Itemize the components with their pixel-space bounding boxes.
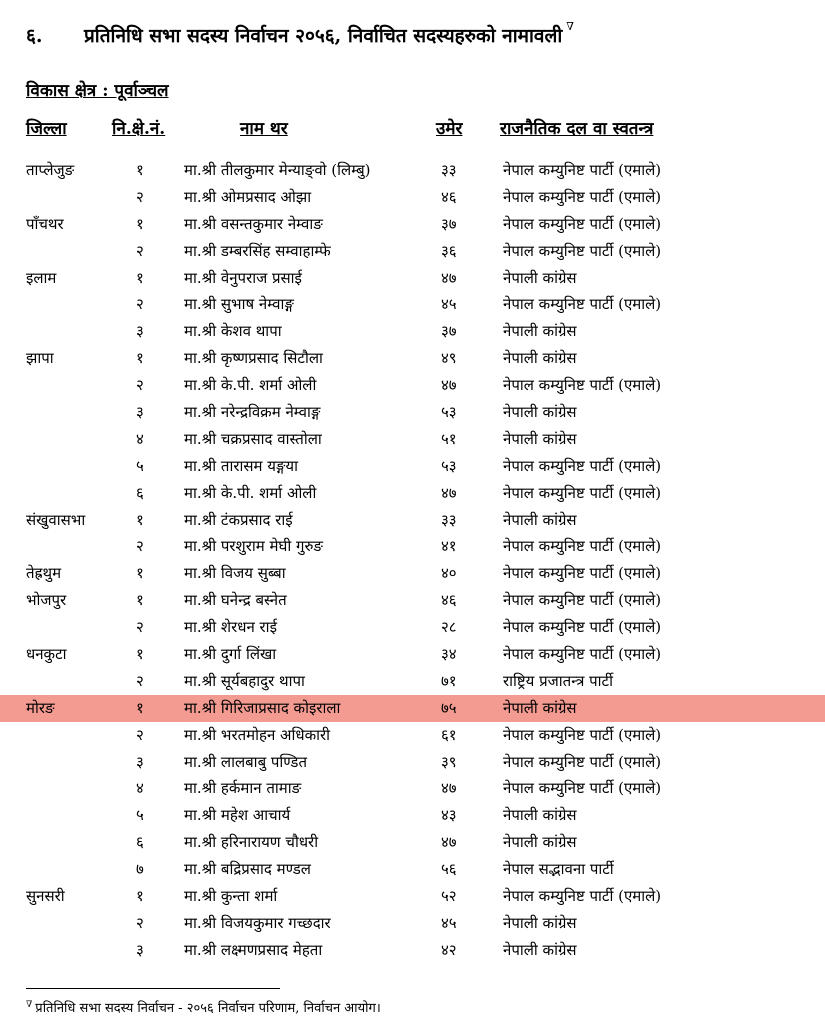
age-cell: ४५ [441, 913, 457, 932]
party-cell: नेपाल कम्युनिष्ट पार्टी (एमाले) [503, 161, 662, 179]
party-cell: नेपाल कम्युनिष्ट पार्टी (एमाले) [503, 645, 662, 664]
table-row [0, 453, 825, 480]
member-name-cell: मा.श्री लालबाबु पण्डित [184, 752, 308, 771]
party-cell: नेपाली कांग्रेस [503, 833, 577, 852]
constituency-cell: २ [136, 671, 144, 690]
table-row [0, 533, 825, 560]
district-cell: भोजपुर [26, 591, 67, 610]
table-row [0, 722, 825, 749]
party-cell: नेपाल कम्युनिष्ट पार्टी (एमाले) [503, 537, 662, 556]
member-name-cell: मा.श्री वसन्तकुमार नेम्वाङ [184, 214, 323, 233]
table-row [0, 157, 825, 184]
age-cell: ४१ [441, 537, 457, 556]
member-name-cell: मा.श्री के.पी. शर्मा ओली [184, 376, 317, 395]
constituency-cell: २ [136, 913, 144, 932]
constituency-cell: ६ [136, 483, 144, 502]
age-cell: ६१ [441, 725, 457, 744]
party-cell: नेपाली कांग्रेस [503, 268, 577, 287]
member-name-cell: मा.श्री हर्कमान तामाङ [184, 779, 302, 798]
constituency-cell: १ [136, 268, 144, 287]
table-row [0, 883, 825, 910]
members-table [0, 157, 825, 964]
party-cell: नेपाल कम्युनिष्ट पार्टी (एमाले) [503, 618, 662, 637]
member-name-cell: मा.श्री सुभाष नेम्वाङ्ग [184, 295, 294, 314]
column-header-name: नाम थर [240, 119, 288, 139]
document-title: प्रतिनिधि सभा सदस्य निर्वाचन २०५६, निर्वाचित सदस्यहरुको नामावली [84, 25, 563, 47]
age-cell: ३६ [441, 241, 457, 260]
member-name-cell: मा.श्री केशव थापा [184, 322, 282, 341]
age-cell: ७५ [441, 698, 457, 717]
age-cell: ४० [441, 564, 457, 583]
member-name-cell: मा.श्री के.पी. शर्मा ओली [184, 483, 317, 502]
footnote-divider [26, 988, 280, 989]
table-row [0, 587, 825, 614]
member-name-cell: मा.श्री भरतमोहन अधिकारी [184, 725, 331, 744]
age-cell: ३३ [441, 161, 457, 179]
constituency-cell: ५ [136, 806, 144, 825]
age-cell: ४७ [441, 779, 457, 798]
party-cell: नेपाल कम्युनिष्ट पार्टी (एमाले) [503, 591, 662, 610]
constituency-cell: ७ [136, 860, 144, 879]
constituency-cell: १ [136, 349, 144, 368]
age-cell: ४९ [441, 349, 457, 368]
age-cell: ३९ [441, 752, 457, 771]
age-cell: ३४ [441, 645, 457, 664]
column-header-party: राजनैतिक दल वा स्वतन्त्र [500, 119, 654, 139]
footnote-symbol: ∇ [26, 999, 33, 1010]
constituency-cell: १ [136, 564, 144, 583]
party-cell: नेपाली कांग्रेस [503, 322, 577, 341]
member-name-cell: मा.श्री परशुराम मेघी गुरुङ [184, 537, 323, 556]
party-cell: नेपाल कम्युनिष्ट पार्टी (एमाले) [503, 241, 662, 260]
party-cell: नेपाल कम्युनिष्ट पार्टी (एमाले) [503, 725, 662, 744]
district-cell: धनकुटा [26, 645, 67, 664]
table-row [0, 910, 825, 937]
constituency-cell: १ [136, 510, 144, 529]
party-cell: नेपाल कम्युनिष्ट पार्टी (एमाले) [503, 752, 662, 771]
member-name-cell: मा.श्री तारासम यङ्गया [184, 456, 299, 475]
constituency-cell: ३ [136, 322, 144, 341]
region-title: विकास क्षेत्र : पूर्वाञ्चल [26, 81, 169, 101]
age-cell: २८ [441, 618, 457, 637]
member-name-cell: मा.श्री ओमप्रसाद ओझा [184, 187, 312, 206]
table-row [0, 829, 825, 856]
constituency-cell: २ [136, 295, 144, 314]
table-row [0, 291, 825, 318]
constituency-cell: ५ [136, 456, 144, 475]
constituency-cell: ३ [136, 940, 144, 959]
table-row [0, 641, 825, 668]
district-cell: इलाम [26, 268, 57, 287]
column-header-constituency: नि.क्षे.नं. [112, 119, 166, 139]
table-row [0, 856, 825, 883]
table-row [0, 480, 825, 507]
party-cell: नेपाल कम्युनिष्ट पार्टी (एमाले) [503, 887, 662, 906]
party-cell: नेपाली कांग्रेस [503, 913, 577, 932]
member-name-cell: मा.श्री सूर्यबहादुर थापा [184, 671, 305, 690]
district-cell: मोरङ [26, 698, 55, 717]
constituency-cell: २ [136, 241, 144, 260]
party-cell: नेपाल कम्युनिष्ट पार्टी (एमाले) [503, 779, 662, 798]
column-header-age: उमेर [436, 119, 463, 139]
table-row [0, 775, 825, 802]
age-cell: ७१ [441, 671, 457, 690]
member-name-cell: मा.श्री विजयकुमार गच्छदार [184, 913, 331, 932]
member-name-cell: मा.श्री हरिनारायण चौधरी [184, 833, 319, 852]
section-number: ६. [26, 25, 43, 47]
party-cell: नेपाल कम्युनिष्ट पार्टी (एमाले) [503, 483, 662, 502]
footnote-text: प्रतिनिधि सभा सदस्य निर्वाचन - २०५६ निर्वाचन परिणाम, निर्वाचन आयोग। [35, 1001, 381, 1016]
age-cell: ५१ [441, 429, 457, 448]
party-cell: नेपाली कांग्रेस [503, 698, 577, 717]
age-cell: ४२ [441, 940, 457, 959]
member-name-cell: मा.श्री डम्बरसिंह सम्वाहाम्फे [184, 241, 331, 260]
party-cell: राष्ट्रिय प्रजातन्त्र पार्टी [503, 671, 614, 690]
age-cell: ५३ [441, 456, 457, 475]
constituency-cell: १ [136, 214, 144, 233]
party-cell: नेपाल सद्भावना पार्टी [503, 860, 614, 879]
party-cell: नेपाल कम्युनिष्ट पार्टी (एमाले) [503, 214, 662, 233]
district-cell: तेह्रथुम [26, 564, 62, 583]
member-name-cell: मा.श्री गिरिजाप्रसाद कोइराला [184, 698, 341, 717]
constituency-cell: ४ [136, 429, 144, 448]
age-cell: ५३ [441, 403, 457, 422]
constituency-cell: ६ [136, 833, 144, 852]
constituency-cell: ४ [136, 779, 144, 798]
member-name-cell: मा.श्री वेनुपराज प्रसाई [184, 268, 302, 287]
district-cell: संखुवासभा [26, 510, 86, 529]
member-name-cell: मा.श्री विजय सुब्बा [184, 564, 286, 583]
age-cell: ४७ [441, 833, 457, 852]
table-row [0, 211, 825, 238]
table-row [0, 560, 825, 587]
age-cell: ४६ [441, 187, 457, 206]
member-name-cell: मा.श्री टंकप्रसाद राई [184, 510, 293, 529]
age-cell: ४३ [441, 806, 457, 825]
age-cell: ४५ [441, 295, 457, 314]
table-row [0, 937, 825, 964]
constituency-cell: ३ [136, 752, 144, 771]
table-row [0, 749, 825, 776]
footnote [26, 998, 381, 1016]
age-cell: ४६ [441, 591, 457, 610]
party-cell: नेपाली कांग्रेस [503, 510, 577, 529]
member-name-cell: मा.श्री कृष्णप्रसाद सिटौला [184, 349, 323, 368]
table-row [0, 184, 825, 211]
district-cell: ताप्लेजुङ [26, 161, 75, 179]
constituency-cell: २ [136, 376, 144, 395]
table-row [0, 372, 825, 399]
member-name-cell: मा.श्री तीलकुमार मेन्याङ्वो (लिम्बु) [184, 161, 371, 179]
member-name-cell: मा.श्री दुर्गा लिंखा [184, 645, 277, 664]
constituency-cell: ३ [136, 403, 144, 422]
member-name-cell: मा.श्री शेरधन राई [184, 618, 277, 637]
member-name-cell: मा.श्री घनेन्द्र बस्नेत [184, 591, 287, 610]
constituency-cell: १ [136, 645, 144, 664]
table-row [0, 399, 825, 426]
table-row [0, 614, 825, 641]
party-cell: नेपाली कांग्रेस [503, 429, 577, 448]
constituency-cell: १ [136, 887, 144, 906]
age-cell: ४७ [441, 483, 457, 502]
district-cell: झापा [26, 349, 54, 368]
constituency-cell: २ [136, 725, 144, 744]
constituency-cell: २ [136, 187, 144, 206]
party-cell: नेपाल कम्युनिष्ट पार्टी (एमाले) [503, 187, 662, 206]
party-cell: नेपाल कम्युनिष्ट पार्टी (एमाले) [503, 564, 662, 583]
age-cell: ३७ [441, 214, 457, 233]
constituency-cell: १ [136, 591, 144, 610]
table-row-highlighted [0, 695, 825, 722]
member-name-cell: मा.श्री महेश आचार्य [184, 806, 291, 825]
age-cell: ५६ [441, 860, 457, 879]
district-cell: पाँचथर [26, 214, 64, 233]
constituency-cell: २ [136, 618, 144, 637]
member-name-cell: मा.श्री कुन्ता शर्मा [184, 887, 278, 906]
table-row [0, 507, 825, 534]
table-row [0, 238, 825, 265]
member-name-cell: मा.श्री लक्ष्मणप्रसाद मेहता [184, 940, 323, 959]
column-header-district: जिल्ला [26, 119, 67, 139]
table-row [0, 426, 825, 453]
member-name-cell: मा.श्री बद्रिप्रसाद मण्डल [184, 860, 311, 879]
constituency-cell: १ [136, 698, 144, 717]
table-row [0, 265, 825, 292]
party-cell: नेपाली कांग्रेस [503, 349, 577, 368]
table-row [0, 802, 825, 829]
member-name-cell: मा.श्री नरेन्द्रविक्रम नेम्वाङ्ग [184, 403, 321, 422]
age-cell: ३३ [441, 510, 457, 529]
constituency-cell: २ [136, 537, 144, 556]
age-cell: ३७ [441, 322, 457, 341]
district-cell: सुनसरी [26, 887, 65, 906]
member-name-cell: मा.श्री चक्रप्रसाद वास्तोला [184, 429, 322, 448]
party-cell: नेपाली कांग्रेस [503, 806, 577, 825]
age-cell: ४७ [441, 376, 457, 395]
party-cell: नेपाल कम्युनिष्ट पार्टी (एमाले) [503, 456, 662, 475]
age-cell: ४७ [441, 268, 457, 287]
age-cell: ५२ [441, 887, 457, 906]
party-cell: नेपाली कांग्रेस [503, 940, 577, 959]
table-row [0, 318, 825, 345]
footnote-mark: ∇ [566, 20, 574, 33]
party-cell: नेपाल कम्युनिष्ट पार्टी (एमाले) [503, 376, 662, 395]
table-row [0, 668, 825, 695]
party-cell: नेपाली कांग्रेस [503, 403, 577, 422]
table-row [0, 345, 825, 372]
party-cell: नेपाल कम्युनिष्ट पार्टी (एमाले) [503, 295, 662, 314]
document-heading [26, 20, 816, 48]
constituency-cell: १ [136, 161, 144, 179]
